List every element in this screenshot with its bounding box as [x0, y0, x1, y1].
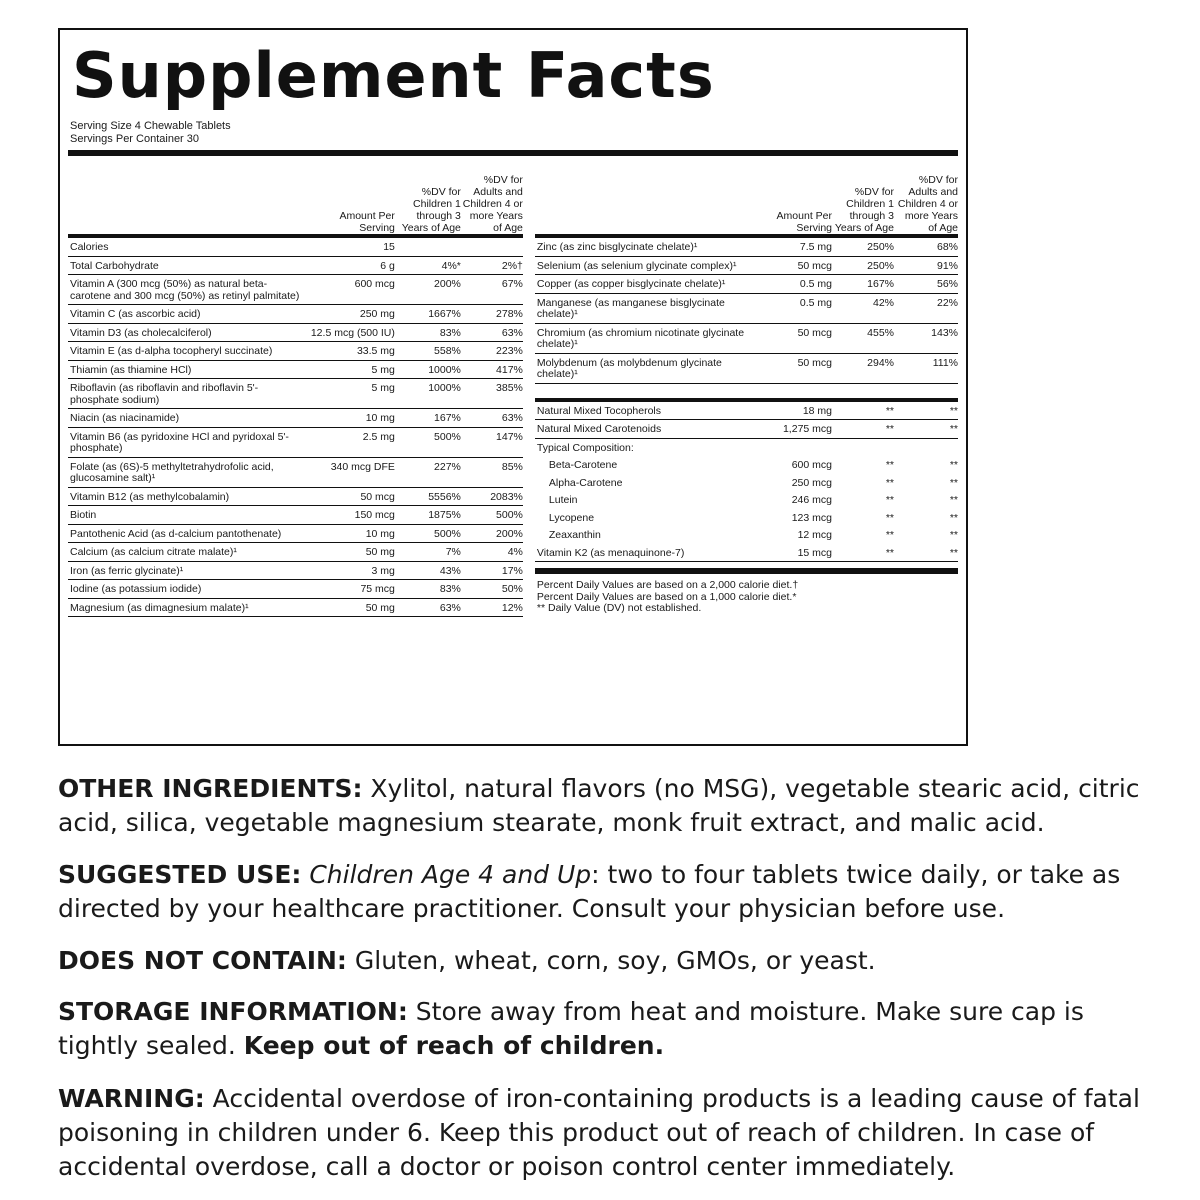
nutrient-dv-children: 5556%: [428, 490, 461, 503]
nutrient-amount: 12.5 mcg (500 IU): [310, 326, 395, 339]
nutrient-row: [68, 580, 523, 599]
serving-size: Serving Size 4 Chewable Tablets: [70, 120, 231, 132]
nutrient-row: [68, 275, 523, 305]
nutrient-dv-children: 43%: [439, 564, 461, 577]
nutrient-row: [535, 324, 958, 354]
nutrient-dv-children: **: [885, 511, 894, 524]
header-dv-children-right: %DV for Children 1 through 3 Years of Age: [834, 186, 894, 234]
panel-title: Supplement Facts: [72, 39, 715, 112]
header-dv-adults: %DV for Adults and Children 4 or more Years of Age: [462, 174, 523, 234]
nutrient-name: Selenium (as selenium glycinate complex)¹: [536, 259, 737, 272]
nutrient-name: Magnesium (as dimagnesium malate)¹: [70, 601, 249, 614]
nutrient-dv-children: 500%: [434, 527, 461, 540]
nutrient-row: [68, 257, 523, 276]
nutrient-dv-adults: **: [949, 423, 958, 435]
nutrient-dv-children: **: [885, 476, 894, 489]
nutrient-dv-children: 83%: [439, 583, 461, 595]
nutrient-row: [68, 458, 523, 488]
nutrient-dv-children: 250%: [867, 259, 894, 272]
nutrient-amount: 250 mg: [359, 308, 395, 320]
nutrient-name: Total Carbohydrate: [70, 259, 159, 272]
nutrient-amount: 3 mg: [371, 564, 395, 577]
nutrient-dv-adults: 63%: [501, 326, 523, 339]
storage-text: Store away from heat and moisture. Make sure cap is tightly sealed.: [58, 997, 1084, 1060]
nutrient-amount: 50 mcg: [360, 490, 395, 503]
nutrient-name: Biotin: [70, 509, 97, 521]
serving-info: [70, 120, 958, 146]
header-dv-children: %DV for Children 1 through 3 Years of Age: [401, 186, 461, 234]
nutrient-amount: 1,275 mcg: [782, 423, 832, 435]
nutrient-row: [68, 379, 523, 409]
nutrient-row: [68, 361, 523, 380]
nutrient-dv-children: **: [885, 404, 894, 417]
nutrient-name: Vitamin K2 (as menaquinone-7): [536, 546, 685, 559]
nutrient-name: Riboflavin (as riboflavin and riboflavin 5'-phosphate sodium): [70, 382, 259, 406]
nutrient-amount: 150 mcg: [354, 509, 395, 521]
nutrient-row: [535, 354, 958, 384]
nutrient-amount: 50 mcg: [797, 259, 832, 272]
nutrient-amount: 123 mcg: [791, 511, 832, 524]
nutrient-row: [535, 294, 958, 324]
nutrient-name: Iodine (as potassium iodide): [70, 583, 202, 595]
nutrient-dv-children: 4%*: [441, 259, 461, 272]
does-not-contain-label: DOES NOT CONTAIN:: [58, 946, 347, 975]
suggested-use: [58, 858, 1168, 926]
nutrient-dv-adults: 56%: [936, 278, 958, 290]
footer-bar: [535, 568, 958, 574]
left-column: [68, 158, 531, 617]
storage-label: STORAGE INFORMATION:: [58, 997, 408, 1026]
nutrient-dv-adults: 12%: [501, 601, 523, 614]
nutrient-row: [68, 342, 523, 361]
footnote: Percent Daily Values are based on a 1,000 calorie diet.*: [536, 590, 797, 603]
nutrient-row: [535, 456, 958, 474]
nutrient-row: [68, 543, 523, 562]
nutrient-dv-adults: 2%†: [501, 259, 523, 272]
nutrient-dv-children: 1875%: [428, 509, 461, 521]
nutrient-dv-children: [395, 242, 461, 254]
nutrient-dv-children: **: [885, 459, 894, 471]
nutrient-name: Vitamin E (as d-alpha tocopheryl succinate): [70, 345, 273, 357]
nutrient-name: Vitamin B6 (as pyridoxine HCl and pyridoxal 5'-phosphate): [70, 430, 289, 454]
storage-information: [58, 995, 1168, 1063]
header-amount: Amount Per Serving: [339, 210, 395, 234]
nutrient-dv-children: 455%: [867, 326, 894, 339]
nutrient-row: [535, 420, 958, 439]
nutrient-dv-children: 83%: [439, 326, 461, 339]
header-amount-right: Amount Per Serving: [776, 210, 832, 234]
nutrient-dv-adults: **: [949, 476, 958, 489]
nutrient-amount: 15 mcg: [797, 546, 832, 559]
nutrient-amount: 600 mcg: [791, 459, 832, 471]
nutrient-amount: 340 mcg DFE: [330, 460, 395, 473]
nutrient-dv-children: **: [885, 494, 894, 506]
nutrient-dv-children: 1000%: [428, 363, 461, 376]
nutrient-name: Thiamin (as thiamine HCl): [70, 363, 192, 376]
nutrient-dv-adults: 223%: [496, 345, 523, 357]
nutrient-dv-adults: 17%: [501, 564, 523, 577]
nutrient-dv-adults: **: [949, 511, 958, 524]
nutrient-row: [535, 526, 958, 544]
nutrient-row: [535, 238, 958, 257]
nutrient-name: Calories: [70, 241, 109, 253]
nutrient-amount: 7.5 mg: [799, 241, 832, 253]
nutrient-dv-adults: 67%: [501, 278, 523, 290]
right-nutrient-rows: [535, 238, 958, 384]
carotenoid-rows: [535, 402, 958, 439]
footnotes: [535, 580, 958, 615]
footnote: Percent Daily Values are based on a 2,000 calorie diet.†: [536, 579, 799, 591]
nutrient-row: [68, 238, 523, 257]
nutrient-amount: 6 g: [380, 259, 395, 272]
nutrient-name: Zeaxanthin: [548, 529, 601, 541]
nutrient-dv-adults: 63%: [501, 412, 523, 424]
nutrient-dv-adults: 2083%: [490, 490, 523, 503]
nutrient-name: Natural Mixed Carotenoids: [536, 423, 662, 435]
nutrient-row: [68, 409, 523, 428]
nutrient-row: [68, 599, 523, 618]
nutrient-dv-children: 200%: [434, 278, 461, 290]
nutrient-dv-children: **: [885, 423, 894, 435]
nutrient-amount: 75 mcg: [360, 583, 395, 595]
right-column: [531, 158, 958, 617]
nutrient-amount: 50 mg: [365, 601, 395, 614]
does-not-contain: [58, 944, 1168, 978]
nutrient-dv-adults: 147%: [496, 430, 523, 443]
nutrient-dv-adults: 111%: [932, 356, 958, 369]
nutrient-amount: 12 mcg: [797, 529, 832, 541]
nutrient-amount: 5 mg: [371, 363, 395, 376]
suggested-use-italic: Children Age 4 and Up: [301, 860, 592, 889]
nutrient-dv-adults: 4%: [507, 546, 523, 558]
does-not-contain-text: Gluten, wheat, corn, soy, GMOs, or yeast.: [346, 946, 876, 975]
nutrient-dv-adults: 417%: [496, 363, 523, 376]
nutrient-name: Folate (as (6S)-5 methyltetrahydrofolic acid, glucosamine salt)¹: [70, 460, 274, 484]
typical-composition-rows: [535, 456, 958, 544]
nutrient-row: [535, 257, 958, 276]
nutrient-amount: 10 mg: [365, 527, 395, 540]
nutrient-dv-adults: **: [949, 494, 958, 506]
nutrient-dv-adults: 85%: [501, 460, 523, 473]
nutrient-dv-children: 7%: [445, 546, 461, 558]
nutrient-amount: 600 mcg: [354, 278, 395, 290]
nutrient-name: Vitamin C (as ascorbic acid): [70, 308, 201, 320]
nutrient-dv-children: 167%: [434, 412, 461, 424]
nutrient-dv-children: **: [885, 546, 894, 559]
warning-label: WARNING:: [58, 1084, 205, 1113]
nutrient-row: [68, 324, 523, 343]
section-divider: [535, 384, 958, 402]
suggested-use-text: : two to four tablets twice daily, or take as directed by your healthcare practitioner. Consult your physician before use.: [58, 860, 1121, 923]
nutrient-dv-adults: 500%: [496, 509, 523, 521]
nutrient-row: [68, 506, 523, 525]
nutrient-name: Lycopene: [548, 511, 595, 524]
nutrient-dv-children: 1667%: [428, 308, 461, 320]
nutrient-dv-adults: 143%: [931, 326, 958, 339]
other-ingredients-text: Xylitol, natural flavors (no MSG), vegetable stearic acid, citric acid, silica, vegetable magnesium stearate, monk fruit extract, and malic acid.: [58, 774, 1140, 837]
nutrient-row: [68, 525, 523, 544]
nutrient-row: [535, 402, 958, 421]
column-header: [68, 158, 523, 234]
nutrient-name: Vitamin D3 (as cholecalciferol): [70, 326, 212, 339]
column-header-right: [535, 158, 958, 234]
nutrient-amount: 50 mcg: [797, 356, 832, 369]
nutrient-name: Niacin (as niacinamide): [70, 412, 180, 424]
nutrient-dv-children: 42%: [872, 296, 894, 309]
suggested-use-label: SUGGESTED USE:: [58, 860, 302, 889]
nutrient-amount: 246 mcg: [791, 494, 832, 506]
nutrient-name: Natural Mixed Tocopherols: [536, 404, 662, 417]
storage-keep-out: Keep out of reach of children.: [243, 1031, 665, 1060]
nutrient-dv-adults: 278%: [496, 308, 523, 320]
nutrient-name: Iron (as ferric glycinate)¹: [70, 564, 184, 577]
nutrient-amount: 250 mcg: [791, 476, 832, 489]
nutrient-name: Chromium (as chromium nicotinate glycinate chelate)¹: [536, 326, 745, 350]
nutrient-row: [68, 428, 523, 458]
nutrient-row: [68, 488, 523, 507]
nutrient-dv-adults: 22%: [936, 296, 958, 309]
nutrient-row: [68, 305, 523, 324]
nutrient-dv-children: 294%: [867, 356, 894, 369]
typical-composition-label: Typical Composition:: [536, 441, 634, 454]
nutrient-row: [535, 509, 958, 527]
nutrient-amount: 15: [383, 241, 395, 253]
nutrient-name: Calcium (as calcium citrate malate)¹: [70, 546, 237, 558]
nutrient-name: Molybdenum (as molybdenum glycinate chelate)¹: [536, 356, 722, 380]
nutrient-dv-adults: 91%: [936, 259, 958, 272]
supplement-facts-panel: [58, 28, 968, 746]
nutrient-amount: 5 mg: [371, 382, 395, 394]
warning-text: Accidental overdose of iron-containing products is a leading cause of fatal poisoning in children under 6. Keep this product out of reach of children. In case of accidental overdose, call a doctor or poison control center immediately.: [58, 1084, 1140, 1181]
nutrient-amount: 2.5 mg: [362, 430, 395, 443]
nutrient-amount: 0.5 mg: [799, 296, 832, 309]
nutrient-amount: 10 mg: [365, 412, 395, 424]
left-nutrient-rows: [68, 238, 523, 617]
nutrient-row: [535, 474, 958, 492]
warning: [58, 1082, 1168, 1184]
nutrient-name: Vitamin B12 (as methylcobalamin): [70, 490, 230, 503]
nutrient-dv-adults: **: [949, 459, 958, 471]
nutrient-dv-children: 250%: [867, 241, 894, 253]
nutrient-dv-children: 63%: [439, 601, 461, 614]
nutrient-row: [535, 544, 958, 563]
footnote: ** Daily Value (DV) not established.: [536, 602, 702, 614]
header-dv-adults-right: %DV for Adults and Children 4 or more Years of Age: [897, 174, 958, 234]
nutrient-name: Zinc (as zinc bisglycinate chelate)¹: [536, 241, 698, 253]
nutrient-dv-adults: **: [949, 529, 958, 541]
nutrient-name: Beta-Carotene: [548, 459, 618, 471]
nutrient-name: Manganese (as manganese bisglycinate chelate)¹: [536, 296, 725, 320]
nutrient-dv-adults: **: [949, 404, 958, 417]
nutrient-dv-children: 500%: [434, 430, 461, 443]
nutrient-row: [68, 562, 523, 581]
nutrient-dv-children: 167%: [867, 278, 894, 290]
nutrient-amount: 18 mg: [802, 404, 832, 417]
nutrient-amount: 33.5 mg: [356, 345, 395, 357]
nutrient-dv-adults: 50%: [501, 583, 523, 595]
vitamin-k2-row: [535, 544, 958, 563]
divider-bar: [68, 150, 958, 156]
nutrient-name: Alpha-Carotene: [548, 476, 623, 489]
servings-per-container: Servings Per Container 30: [70, 133, 200, 145]
nutrient-dv-adults: [461, 242, 523, 254]
other-ingredients-label: OTHER INGREDIENTS:: [58, 774, 363, 803]
nutrient-name: Copper (as copper bisglycinate chelate)¹: [536, 278, 726, 290]
nutrient-amount: 50 mcg: [797, 326, 832, 339]
nutrient-dv-children: 227%: [434, 460, 461, 473]
nutrient-row: [535, 275, 958, 294]
nutrient-row: [535, 491, 958, 509]
nutrient-dv-children: 558%: [434, 345, 461, 357]
nutrient-name: Lutein: [548, 494, 578, 506]
nutrient-name: Pantothenic Acid (as d-calcium pantothenate): [70, 527, 282, 540]
nutrient-dv-adults: **: [949, 546, 958, 559]
nutrient-dv-adults: 385%: [496, 382, 523, 394]
nutrient-amount: 50 mg: [365, 546, 395, 558]
nutrient-dv-adults: 200%: [496, 527, 523, 540]
nutrient-dv-children: 1000%: [428, 382, 461, 394]
nutrient-dv-children: **: [885, 529, 894, 541]
nutrient-amount: 0.5 mg: [799, 278, 832, 290]
nutrient-dv-adults: 68%: [936, 241, 958, 253]
nutrient-name: Vitamin A (300 mcg (50%) as natural beta-carotene and 300 mcg (50%) as retinyl palmitate): [70, 278, 300, 302]
other-ingredients: [58, 772, 1168, 840]
